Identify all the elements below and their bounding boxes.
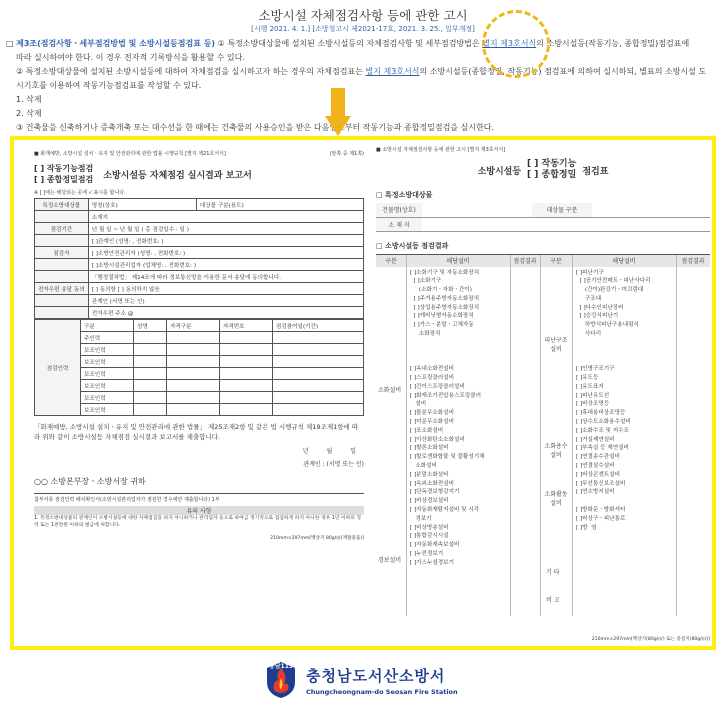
facility-left-item: [ ]스프링클러설비	[410, 375, 454, 382]
cat-alarm: 경보설비	[378, 556, 402, 564]
facility-right-item: [ ]비상콘센트설비	[576, 471, 620, 478]
report-title	[34, 163, 364, 185]
facility-left-item: 소화설비	[410, 463, 437, 470]
facility-right-item: [ ]비상조명등	[576, 401, 610, 408]
facility-right-item: [ ]유도등	[576, 375, 599, 382]
article-title: 제3조(점검사항ㆍ세부점검방법 및 소방시설등점검표 등)	[16, 39, 216, 48]
fire-emblem-icon	[262, 660, 300, 700]
form3-link-2[interactable]: 별지 제3호서식	[365, 67, 420, 76]
facility-left-item: [ ]누전경보기	[410, 551, 444, 557]
facility-right-item: [ ]승강식피난기	[576, 313, 619, 320]
facility-right-item: [ ]공기안전매트ㆍ피난사다리	[576, 278, 651, 285]
facility-left-item: 경보기	[410, 515, 432, 522]
facility-left-item	[410, 348, 485, 357]
cat-fire: 소화설비	[378, 386, 402, 394]
report-form	[34, 150, 364, 640]
cat-etc: 기 타	[546, 568, 560, 576]
left-items	[410, 269, 485, 568]
facility-right-item: [ ]방화문ㆍ방화셔터	[576, 507, 626, 514]
facility-left-item: [ ]상업용주방자동소화장치	[410, 304, 480, 311]
grid-header: 구분 해당설비 점검결과 구분 해당설비 점검결과	[376, 255, 710, 267]
facility-left-item: [ ]간이스프링클러설비	[410, 383, 465, 390]
check-comprehensive[interactable]: [ ] 종합정밀점검	[34, 175, 94, 184]
facility-left-item: [ ]미분무소화설비	[410, 419, 454, 426]
law-line-2: 따라 실시하여야 한다. 이 경우 전자적 기록방식을 활용할 수 있다.	[16, 53, 245, 62]
facility-left-item	[410, 339, 485, 348]
law-line-6: 2. 삭제	[16, 109, 42, 118]
submission-date: 년 월 일	[302, 448, 364, 455]
facility-right-item: [ ]소화수조 및 저수조	[576, 427, 629, 434]
left-form-page: (앞쪽 중 제1쪽)	[329, 151, 364, 157]
facility-right-item: [ ]무선통신보조설비	[576, 480, 626, 487]
facility-left-item: [ ]물분무소화설비	[410, 410, 454, 417]
right-paper-size: 210mm×297mm[백상지(80g/㎡) 또는 중질지(80g/㎡)]	[591, 637, 710, 642]
cat-water: 소화용수설비	[544, 442, 568, 459]
facility-left-item: 설비	[410, 401, 427, 408]
logo-korean: 충청남도서산소방서	[306, 666, 446, 685]
facility-right-item: (간이)완강기ㆍ미끄럼대	[576, 287, 644, 294]
facility-left-item: [ ]비상방송설비	[410, 524, 449, 531]
facility-left-item: [ ]가스누설경보기	[410, 559, 454, 566]
law-line-5: 1. 삭제	[16, 95, 42, 104]
facility-right-item: [ ]연결송수관설비	[576, 454, 620, 461]
law-line-1: □ 제3조(점검사항ㆍ세부점검방법 및 소방시설등점검표 등) ① 특정소방대상물에 설치된 소방시설등의 자체점검사항 및 세부점검방법은 별지 제3호서식의 소방시설등(작동기능, 종합정밀)점검표에	[6, 39, 690, 48]
facility-right-item: [ ]피난유도선	[576, 392, 610, 399]
logo-english: Chungcheongnam-do Seosan Fire Station	[306, 687, 458, 696]
cat-remark: 비 고	[546, 596, 560, 604]
check-operation[interactable]: [ ] 작동기능점검	[34, 164, 94, 173]
left-form-note: ■ 화재예방, 소방시설 설치ㆍ유지 및 안전관리에 관한 법률 시행규칙 [별지 제21호서식]	[34, 151, 226, 157]
results-grid	[376, 254, 710, 616]
report-table: 특정소방대상물 명칭(상호) 대상물 구분(용도) 소재지 점검기간 년 월 일 ~ 년 월 일 ( 총 점검일수 : 일 ) [ ]관계인 (성명: , 전화번호: ) 점검자 [ ]소방안전관리자 (성명: , 전화번호: ) [ ]소방시설관리업자 (업체명: , 전화번호: ) 「행정절차법」 제14조에 따라 정보통신망을 이용한 문서 송달에 동의합니다. 전자우편 송달 동의 [ ] 동의함 [ ] 동의하지 않음 관계인 (서명 또는 인) 전자우편 주소 @	[34, 198, 364, 319]
declaration-text: 「화재예방, 소방시설 설치ㆍ유지 및 안전관리에 관한 법률」 제25조제2항 및 같은 법 시행규칙 제19조제1항에 따라 위와 같이 소방시설등 자체점검 실시결과 보고서를 제출합니다.	[34, 423, 359, 441]
page-subtitle: [시행 2021. 4. 1.] [소방청고시 제2021-17호, 2021. 3. 25., 일부개정]	[251, 25, 475, 33]
facility-left-item: [ ]단독경보형감지기	[410, 489, 460, 496]
target-table: 건물명(상호) 대상물 구분 소 재 지	[376, 203, 710, 232]
facility-left-item: [ ]자동화재속보설비	[410, 542, 460, 549]
facility-left-item: [ ]자동화재탐지설비 및 시각	[410, 507, 480, 514]
down-arrow-icon	[325, 88, 351, 138]
facility-right-item	[576, 497, 651, 506]
facility-left-item: [ ]포소화설비	[410, 427, 444, 434]
facility-left-item: [ ]통합감시시설	[410, 533, 449, 540]
facility-right-item: [ ]휴대용비상조명등	[576, 410, 626, 417]
facility-left-item: [ ]소화기구 및 자동소화장치	[410, 269, 480, 276]
facility-left-item: [ ]옥내소화전설비	[410, 366, 454, 373]
facility-right-item: 구조대	[576, 295, 602, 302]
facility-right-item: 하향식피난구용내림식	[576, 322, 639, 329]
check-operation-r[interactable]: [ ] 작동기능	[527, 159, 577, 169]
facility-left-item: [ ]할론소화설비	[410, 445, 449, 452]
facility-left-item: [ ]옥외소화전설비	[410, 480, 454, 487]
facility-left-item: [ ]분말소화설비	[410, 471, 449, 478]
facility-right-item: [ ]유도표지	[576, 383, 604, 390]
checklist-title: 소방시설등 [ ] 작동기능 [ ] 종합정밀 점검표	[477, 159, 609, 180]
attachment-note: 첨부서류 점검인력 배치확인서(소방시설관리업자가 점검한 경우에만 제출합니다) 1부	[34, 493, 364, 503]
facility-right-item: [ ]방 염	[576, 524, 597, 531]
facility-left-item: [ ]가스ㆍ분말ㆍ고체자동	[410, 322, 474, 329]
staff-table: 점검인력 구분 성명 자격구분 자격번호 점검참여일(기간) 주인력 보조인력 보조인력 보조인력 보조인력 보조인력 보조인력	[34, 319, 364, 416]
law-line-3: ② 특정소방대상물에 설치된 소방시설등에 대하여 자체점검을 실시하고자 하는 경우의 자체점검표는 별지 제3호서식의 소방시설등(종합정밀, 작동기능) 점검표에 의하여 실시하되, 별표의 소방시설 도	[16, 67, 707, 76]
addressee: ○○ 소방본부장ㆍ소방서장 귀하	[34, 477, 146, 486]
right-items	[576, 269, 651, 533]
signer-line: 관계인 : (서명 또는 인)	[303, 461, 364, 468]
form3-link-1[interactable]: 별지 제3호서식	[482, 39, 537, 48]
facility-left-item	[410, 356, 485, 365]
highlight-circle	[482, 10, 550, 78]
facility-right-item: [ ]상수도소화용수설비	[576, 419, 631, 426]
facility-left-item: [ ]이산화탄소소화설비	[410, 436, 465, 443]
emblem-text: 충남119	[268, 663, 294, 670]
facility-right-item: 사다리	[576, 331, 602, 338]
facility-right-item: [ ]연결살수설비	[576, 463, 615, 470]
facility-right-item: [ ]거실제연설비	[576, 436, 615, 443]
facility-right-item	[576, 348, 651, 357]
facility-right-item: [ ]연소방지설비	[576, 489, 615, 496]
law-line-7: ③ 건축물을 신축하거나 증축개축 또는 대수선을 한 때에는 건축물의 사용승인을 받은 다음연도부터 작동기능과 종합정밀점검을 실시한다.	[16, 123, 495, 132]
check-comprehensive-r[interactable]: [ ] 종합정밀	[527, 170, 577, 180]
facility-left-item: [ ]캐비닛형자동소화장치	[410, 313, 474, 320]
facility-left-item: [ ]소화기구	[410, 278, 442, 285]
law-line-4: 시기호를 이용하여 작동기능점검표를 작성할 수 있다.	[16, 81, 202, 90]
facility-left-item: [ ]화재조기진압용스프링클러	[410, 392, 481, 399]
facility-left-item: (소화기ㆍ자화ㆍ간이)	[410, 287, 472, 294]
form-preview-frame	[10, 136, 716, 650]
law-text	[6, 37, 718, 135]
facility-left-item: 소화장치	[410, 331, 441, 338]
caution-header: 유의 사항	[34, 506, 364, 515]
facility-left-item: [ ]할로겐화합물 및 불활성기체	[410, 454, 485, 461]
facility-left-item: [ ]비상경보설비	[410, 498, 449, 505]
facility-right-item: [ ]부속실 등 제연설비	[576, 445, 629, 452]
check-note: ※ [ ]에는 해당되는 곳에 √ 표시를 합니다.	[34, 190, 126, 196]
facility-right-item	[576, 356, 651, 365]
checklist-form	[376, 146, 710, 642]
page-title: 소방시설 자체점검사항 등에 관한 고시	[258, 8, 468, 23]
right-form-note: ■ 소방시설 자체점검사항 등에 관한 고시 [별지 제3호서식]	[376, 147, 506, 153]
facility-right-item: [ ]비상구ㆍ피난통로	[576, 515, 626, 522]
report-main-title: 소방시설등 자체점검 실시결과 보고서	[103, 170, 252, 181]
facility-right-item	[576, 339, 651, 348]
facility-right-item: [ ]인명구조기구	[576, 366, 615, 373]
cat-act: 소화활동설비	[544, 490, 568, 507]
facility-right-item: [ ]피난기구	[576, 269, 604, 276]
fire-station-logo	[262, 658, 472, 702]
caution-text: 1. 특정소방대상물의 관계인이 소방시설등에 대한 자체점검을 하지 아니하거나 관리업자 등으로 하여금 정기적으로 점검하게 하지 아니한 경우 1년 이하의 징역 또는 1천만원 이하의 벌금에 처합니다.	[34, 516, 362, 528]
facility-left-item: [ ]주거용주방자동소화장치	[410, 295, 480, 302]
facility-right-item: [ ]다수인피난장비	[576, 304, 624, 311]
section-target: □ 특정소방대상물	[376, 191, 433, 199]
left-paper-size: 210mm×297mm[백상지 80g/㎡(재활용품)]	[270, 536, 364, 541]
section-results: □ 소방시설등 점검결과	[376, 241, 449, 250]
cat-evac: 피난구조설비	[544, 336, 568, 353]
